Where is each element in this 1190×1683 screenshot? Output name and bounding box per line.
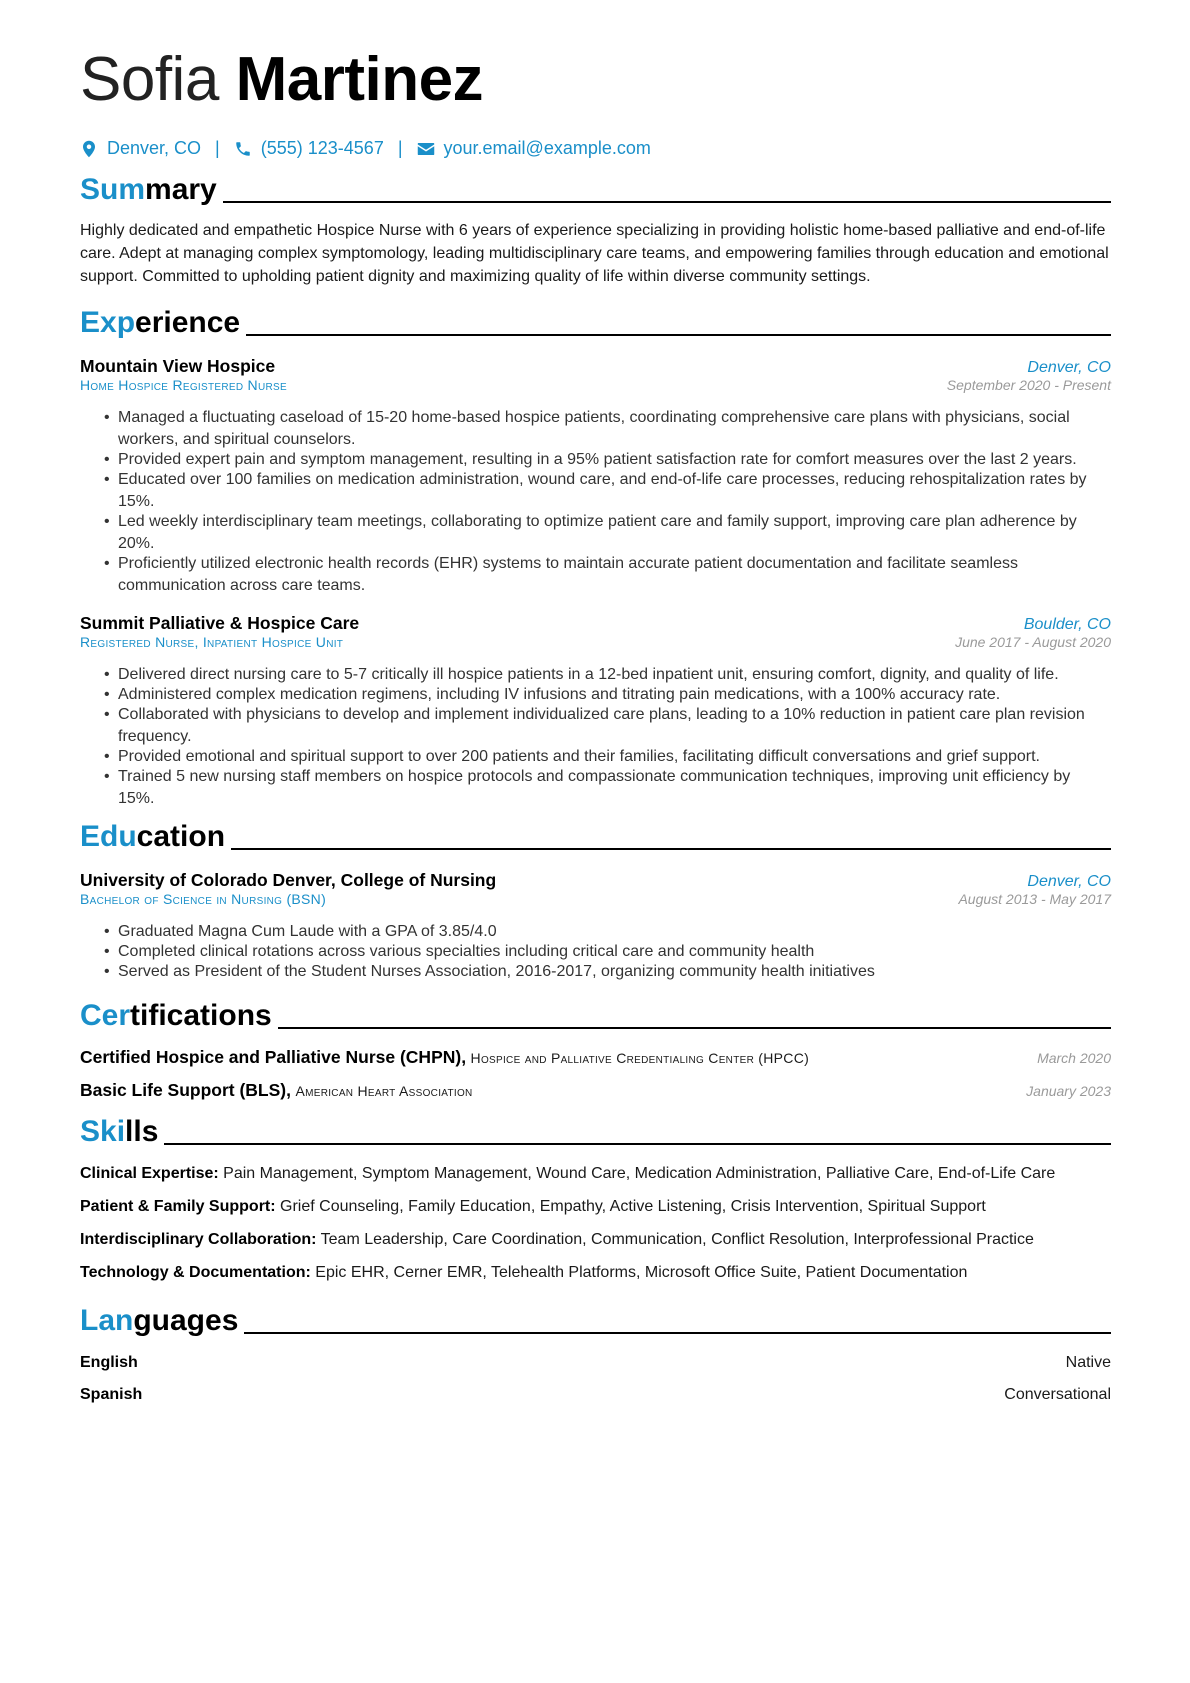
list-item: • Educated over 100 families on medication administration, wound care, and end-of-life care processes, reducing rehospitalization rates by 15%. (104, 469, 1111, 513)
list-item: • Provided emotional and spiritual support to over 200 patients and their families, facilitating difficult conversations and grief support. (104, 746, 1111, 768)
skill-label: Interdisciplinary Collaboration: (80, 1231, 317, 1248)
certification-item: Basic Life Support (BLS), American Heart Association January 2023 (80, 1080, 1111, 1100)
language-level: Conversational (1004, 1386, 1111, 1403)
section-title: Languages (80, 1304, 239, 1337)
phone-text: (555) 123-4567 (260, 138, 384, 158)
section-divider (223, 201, 1111, 203)
skill-values: Grief Counseling, Family Education, Empathy, Active Listening, Crisis Intervention, Spiritual Support (280, 1198, 986, 1215)
entry-location: Boulder, CO (1023, 616, 1111, 633)
list-item: • Served as President of the Student Nurses Association, 2016-2017, organizing community health initiatives (104, 961, 1111, 983)
bullet-list (80, 664, 1111, 810)
job-title: Registered Nurse, Inpatient Hospice Unit (80, 634, 344, 650)
list-item: • Graduated Magna Cum Laude with a GPA of 3.85/4.0 (104, 921, 1111, 943)
education-entry (80, 870, 1111, 983)
last-name: Martinez (235, 45, 484, 114)
skill-values: Team Leadership, Care Coordination, Communication, Conflict Resolution, Interprofessional Practice (320, 1231, 1034, 1248)
section-title: Certifications (80, 999, 272, 1032)
section-title: Skills (80, 1115, 159, 1148)
section-title: Experience (80, 306, 241, 339)
entry-dates: June 2017 - August 2020 (955, 634, 1111, 650)
section-title: Summary (80, 173, 217, 206)
section-summary-heading (80, 173, 1111, 207)
cert-name: Basic Life Support (BLS) (80, 1080, 287, 1100)
entry-location: Denver, CO (1027, 359, 1111, 376)
section-title: Education (80, 820, 226, 853)
list-item: • Administered complex medication regimens, including IV infusions and titrating pain medications, with a 100% accuracy rate. (104, 684, 1111, 706)
section-education-heading (80, 820, 1111, 854)
cert-date: January 2023 (1026, 1083, 1111, 1099)
skill-values: Epic EHR, Cerner EMR, Telehealth Platforms, Microsoft Office Suite, Patient Documentation (315, 1264, 968, 1281)
degree-title: Bachelor of Science in Nursing (BSN) (80, 891, 327, 907)
bullet-list (80, 921, 1111, 983)
bullet-list (80, 407, 1111, 597)
contact-location (80, 138, 201, 159)
language-item (80, 1384, 1111, 1406)
language-name: Spanish (80, 1386, 143, 1403)
language-item (80, 1352, 1111, 1374)
school-name: University of Colorado Denver, College of Nursing (80, 870, 497, 890)
location-text: Denver, CO (107, 138, 202, 158)
contact-phone[interactable] (234, 138, 384, 159)
skill-category (80, 1262, 1111, 1284)
list-item: • Led weekly interdisciplinary team meetings, collaborating to optimize patient care and family support, improving care plan adherence by 20%. (104, 511, 1111, 555)
list-item: • Collaborated with physicians to develop and implement individualized care plans, leading to a 10% reduction in patient care plan revision frequency. (104, 704, 1111, 748)
employer-name: Mountain View Hospice (80, 356, 276, 376)
cert-issuer: Hospice and Palliative Credentialing Center (HPCC) (470, 1050, 810, 1066)
cert-name: Certified Hospice and Palliative Nurse (CHPN) (80, 1047, 462, 1067)
envelope-icon (417, 140, 435, 158)
cert-date: March 2020 (1037, 1050, 1111, 1066)
phone-icon (234, 140, 252, 158)
cert-issuer: American Heart Association (295, 1083, 473, 1099)
list-item: • Delivered direct nursing care to 5-7 critically ill hospice patients in a 12-bed inpatient unit, ensuring comfort, dignity, and quality of life. (104, 664, 1111, 686)
entry-location: Denver, CO (1027, 873, 1111, 890)
experience-entry (80, 613, 1111, 810)
candidate-name (80, 44, 1111, 116)
entry-dates: August 2013 - May 2017 (958, 891, 1111, 907)
contact-email[interactable] (417, 138, 651, 159)
skill-label: Technology & Documentation: (80, 1264, 311, 1281)
section-divider (231, 848, 1111, 850)
summary-text: Highly dedicated and empathetic Hospice Nurse with 6 years of experience specializing in providing holistic home-based palliative and end-of-life care. Adept at managing complex symptomology, leading multidisciplinary care teams, and empowering families through education and emotional support. Committed to upholding patient dignity and maximizing quality of life within diverse community settings. (80, 222, 1109, 285)
section-experience-heading (80, 306, 1111, 340)
skill-category (80, 1229, 1111, 1251)
list-item: • Provided expert pain and symptom management, resulting in a 95% patient satisfaction rate for comfort measures over the last 2 years. (104, 449, 1111, 471)
list-item: • Proficiently utilized electronic health records (EHR) systems to maintain accurate patient documentation and facilitate seamless communication across care teams. (104, 553, 1111, 597)
section-skills-heading (80, 1115, 1111, 1149)
map-pin-icon (80, 140, 98, 158)
list-item: • Trained 5 new nursing staff members on hospice protocols and compassionate communication techniques, improving unit efficiency by 15%. (104, 766, 1111, 810)
language-level: Native (1065, 1354, 1111, 1371)
email-link[interactable]: your.email@example.com (443, 138, 651, 158)
entry-dates: September 2020 - Present (946, 377, 1111, 393)
list-item: • Managed a fluctuating caseload of 15-20 home-based hospice patients, coordinating comprehensive care plans with physicians, social workers, and spiritual counselors. (104, 407, 1111, 451)
contact-separator: | (397, 138, 403, 158)
contact-separator: | (215, 138, 220, 158)
job-title: Home Hospice Registered Nurse (80, 377, 287, 393)
skill-values: Pain Management, Symptom Management, Wound Care, Medication Administration, Palliative Care, End-of-Life Care (223, 1165, 1056, 1182)
list-item: • Completed clinical rotations across various specialties including critical care and community health (104, 941, 1111, 963)
contact-bar (80, 138, 1111, 159)
section-divider (246, 334, 1111, 336)
section-languages-heading (80, 1304, 1111, 1338)
section-certifications-heading (80, 999, 1111, 1033)
skill-label: Patient & Family Support: (80, 1198, 276, 1215)
employer-name: Summit Palliative & Hospice Care (80, 613, 360, 633)
first-name: Sofia (80, 45, 219, 114)
language-name: English (80, 1354, 138, 1371)
section-divider (164, 1143, 1111, 1145)
certification-item: Certified Hospice and Palliative Nurse (CHPN), Hospice and Palliative Credentialing Center (HPCC) March 2020 (80, 1047, 1111, 1067)
skill-category (80, 1163, 1111, 1185)
skill-category (80, 1196, 1111, 1218)
section-divider (278, 1027, 1111, 1029)
section-divider (244, 1332, 1111, 1334)
skill-label: Clinical Expertise: (80, 1165, 219, 1182)
experience-entry (80, 356, 1111, 597)
